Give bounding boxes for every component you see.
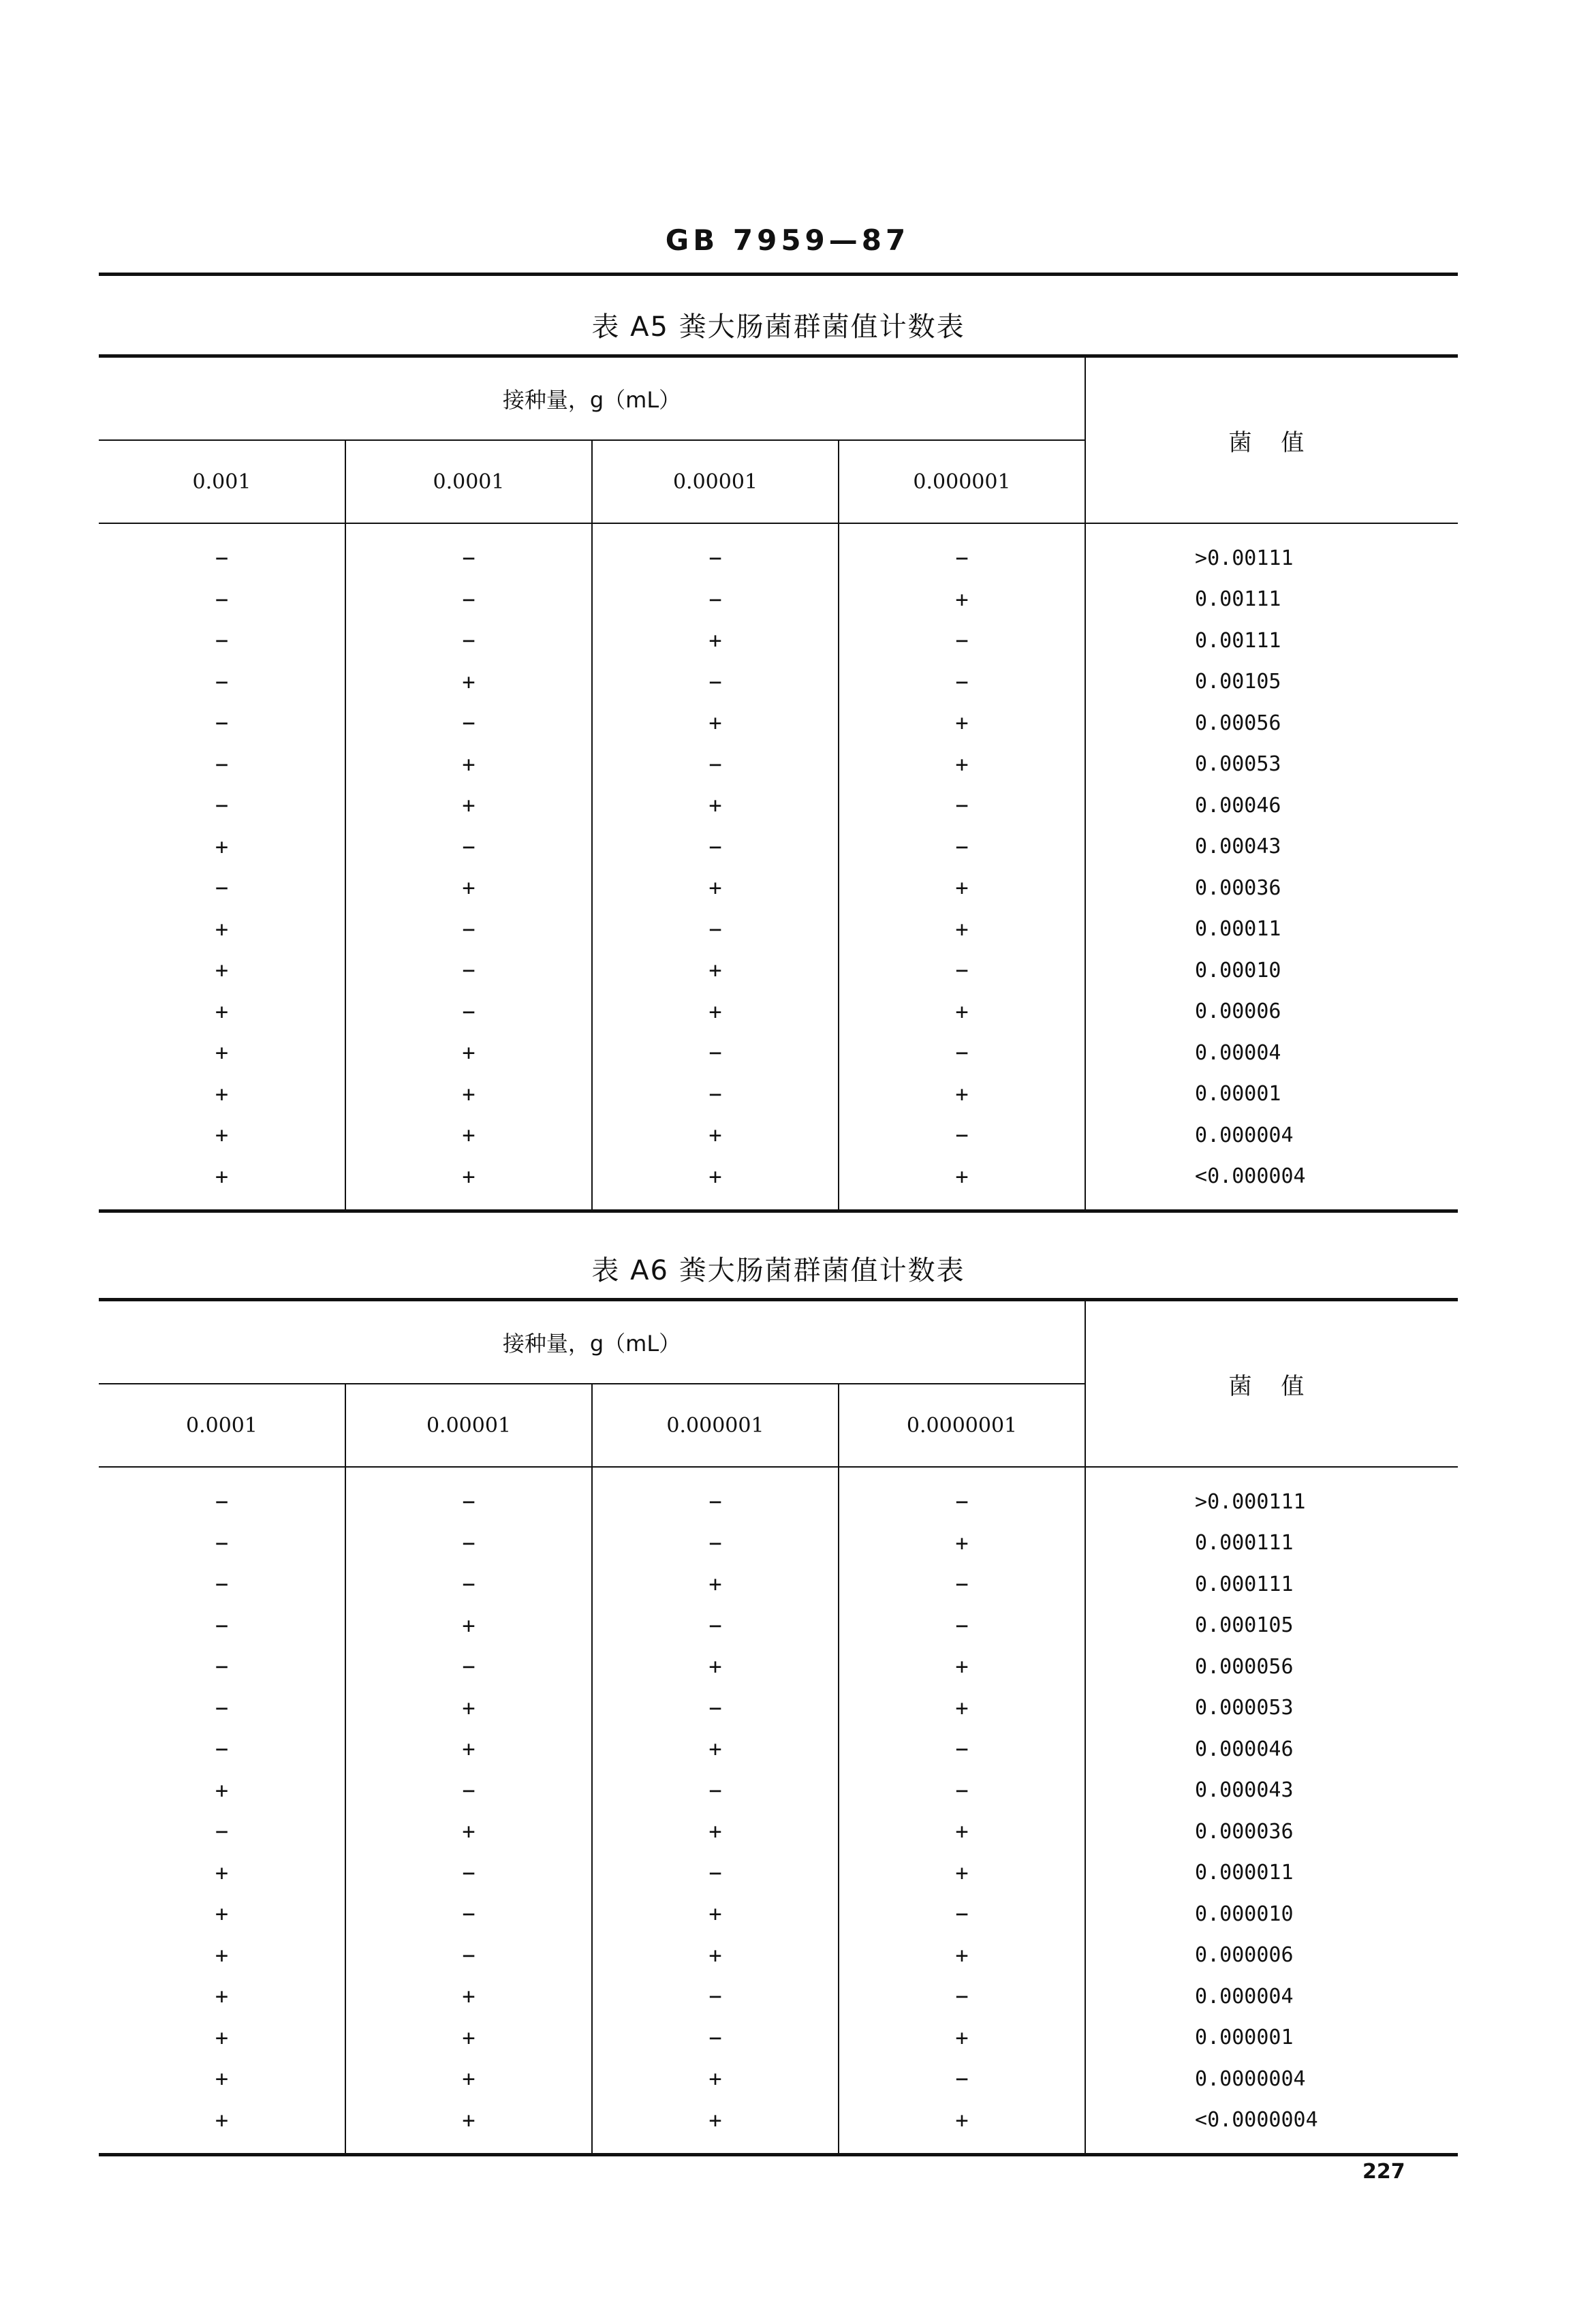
result-sign-cell: −: [592, 1853, 839, 1894]
coliform-value-cell: 0.00111: [1195, 587, 1281, 612]
result-sign-cell: −: [592, 1976, 839, 2017]
coliform-value-cell: <0.000004: [1195, 1164, 1306, 1189]
coliform-value-cell: 0.000111: [1195, 1531, 1294, 1555]
result-sign-cell: +: [592, 1729, 839, 1770]
inoculum-group-header: 接种量，g（mL）: [99, 356, 1085, 441]
result-sign-cell: −: [592, 1074, 839, 1115]
result-sign-cell: −: [839, 2058, 1085, 2100]
table-row: [99, 1935, 1458, 1977]
result-sign-cell: +: [592, 785, 839, 826]
result-sign-cell: +: [592, 950, 839, 991]
result-sign-cell: +: [99, 909, 345, 950]
result-sign-cell: −: [99, 1605, 345, 1647]
result-sign-cell: +: [345, 1032, 592, 1074]
table-row: [99, 909, 1458, 950]
result-sign-cell: +: [592, 1811, 839, 1853]
table-row: [99, 2100, 1458, 2155]
table-row: [99, 1976, 1458, 2017]
page-number: 227: [1362, 2160, 1405, 2184]
table-row: [99, 2017, 1458, 2059]
result-sign-cell: +: [345, 785, 592, 826]
result-sign-cell: +: [592, 1893, 839, 1935]
table-row: [99, 1893, 1458, 1935]
result-sign-cell: +: [839, 579, 1085, 621]
header-rule: [99, 273, 1458, 276]
table-row: [99, 1523, 1458, 1564]
dose-column-header: 0.0001: [99, 1384, 345, 1467]
result-sign-cell: −: [839, 1976, 1085, 2017]
result-sign-cell: −: [592, 1688, 839, 1729]
result-sign-cell: +: [592, 1156, 839, 1211]
result-sign-cell: +: [99, 2058, 345, 2100]
coliform-value-cell: 0.000046: [1195, 1737, 1294, 1761]
table-caption: 表 A6 粪大肠菌群菌值计数表: [591, 1255, 965, 1286]
result-sign-cell: +: [839, 2100, 1085, 2155]
coliform-value-cell: 0.00010: [1195, 958, 1281, 982]
result-sign-cell: +: [99, 1976, 345, 2017]
coliform-value-cell: 0.00111: [1195, 628, 1281, 653]
result-sign-cell: +: [592, 2100, 839, 2155]
table-row: [99, 662, 1458, 703]
result-sign-cell: −: [99, 867, 345, 909]
result-sign-cell: −: [99, 1564, 345, 1605]
result-sign-cell: +: [345, 1074, 592, 1115]
count-table: [99, 1298, 1458, 2156]
coliform-value-cell: 0.000006: [1195, 1943, 1294, 1968]
result-sign-cell: −: [99, 1646, 345, 1688]
result-sign-cell: −: [99, 702, 345, 744]
result-sign-cell: +: [99, 1074, 345, 1115]
table-row: [99, 1853, 1458, 1894]
result-sign-cell: +: [839, 1688, 1085, 1729]
table-row: [99, 2058, 1458, 2100]
result-sign-cell: −: [839, 1032, 1085, 1074]
table-row: [99, 950, 1458, 991]
table-row: [99, 744, 1458, 786]
count-table: [99, 354, 1458, 1213]
table-row: [99, 620, 1458, 662]
result-sign-cell: +: [99, 1770, 345, 1812]
result-sign-cell: −: [839, 1564, 1085, 1605]
table-row: [99, 1770, 1458, 1812]
result-sign-cell: +: [345, 1688, 592, 1729]
dose-column-header: 0.000001: [592, 1384, 839, 1467]
result-sign-cell: −: [345, 620, 592, 662]
result-sign-cell: −: [592, 523, 839, 579]
table-row: [99, 1729, 1458, 1770]
result-sign-cell: +: [99, 1032, 345, 1074]
result-sign-cell: +: [839, 1156, 1085, 1211]
coliform-value-cell: 0.00004: [1195, 1040, 1281, 1065]
result-sign-cell: −: [839, 1467, 1085, 1523]
result-sign-cell: +: [839, 702, 1085, 744]
result-sign-cell: −: [345, 579, 592, 621]
result-sign-cell: +: [345, 662, 592, 703]
result-sign-cell: −: [345, 1770, 592, 1812]
result-sign-cell: −: [592, 909, 839, 950]
result-sign-cell: −: [345, 1467, 592, 1523]
inoculum-group-header: 接种量，g（mL）: [99, 1300, 1085, 1384]
result-sign-cell: −: [99, 620, 345, 662]
coliform-value-cell: 0.000004: [1195, 1123, 1294, 1147]
result-sign-cell: +: [99, 1935, 345, 1977]
result-sign-cell: +: [345, 1811, 592, 1853]
result-sign-cell: −: [592, 1605, 839, 1647]
result-sign-cell: −: [345, 523, 592, 579]
result-sign-cell: +: [345, 744, 592, 786]
result-sign-cell: +: [839, 1811, 1085, 1853]
dose-column-header: 0.0000001: [839, 1384, 1085, 1467]
result-sign-cell: +: [592, 2058, 839, 2100]
result-sign-cell: −: [839, 1115, 1085, 1156]
table-row: [99, 1074, 1458, 1115]
coliform-value-cell: >0.000111: [1195, 1489, 1306, 1514]
result-sign-cell: −: [99, 579, 345, 621]
result-sign-cell: −: [592, 579, 839, 621]
result-sign-cell: +: [839, 1646, 1085, 1688]
result-sign-cell: +: [345, 2058, 592, 2100]
result-sign-cell: −: [345, 909, 592, 950]
result-sign-cell: −: [592, 2017, 839, 2059]
coliform-value-cell: 0.000111: [1195, 1572, 1294, 1596]
result-sign-cell: +: [592, 867, 839, 909]
result-sign-cell: −: [839, 950, 1085, 991]
coliform-value-cell: 0.000010: [1195, 1902, 1294, 1926]
result-sign-cell: −: [345, 950, 592, 991]
result-sign-cell: +: [99, 1156, 345, 1211]
coliform-value-cell: 0.000105: [1195, 1613, 1294, 1638]
table-row: [99, 867, 1458, 909]
result-sign-cell: +: [592, 1646, 839, 1688]
table-row: [99, 1605, 1458, 1647]
result-sign-cell: −: [592, 1523, 839, 1564]
result-sign-cell: −: [99, 744, 345, 786]
result-sign-cell: −: [839, 662, 1085, 703]
table-row: [99, 991, 1458, 1033]
result-sign-cell: +: [345, 1115, 592, 1156]
table-row: [99, 1032, 1458, 1074]
result-sign-cell: +: [839, 991, 1085, 1033]
coliform-value-cell: 0.00046: [1195, 793, 1281, 818]
result-sign-cell: −: [345, 1893, 592, 1935]
table-row: [99, 579, 1458, 621]
result-sign-cell: +: [592, 1935, 839, 1977]
result-sign-cell: +: [839, 909, 1085, 950]
dose-column-header: 0.001: [99, 440, 345, 523]
result-sign-cell: −: [592, 744, 839, 786]
result-sign-cell: −: [99, 1729, 345, 1770]
result-sign-cell: −: [345, 1523, 592, 1564]
coliform-value-cell: 0.00001: [1195, 1082, 1281, 1106]
result-sign-cell: −: [99, 523, 345, 579]
result-sign-cell: −: [839, 620, 1085, 662]
result-sign-cell: +: [592, 702, 839, 744]
dose-column-header: 0.0001: [345, 440, 592, 523]
coliform-value-cell: 0.000004: [1195, 1984, 1294, 2009]
result-sign-cell: +: [99, 1115, 345, 1156]
result-sign-cell: +: [345, 2017, 592, 2059]
coliform-value-cell: 0.0000004: [1195, 2066, 1306, 2091]
result-sign-cell: +: [345, 1729, 592, 1770]
coliform-value-cell: 0.000036: [1195, 1819, 1294, 1844]
table-a6: [99, 1243, 1458, 2156]
table-row: [99, 1156, 1458, 1211]
coliform-value-cell: 0.00036: [1195, 876, 1281, 900]
result-sign-cell: +: [839, 1523, 1085, 1564]
result-sign-cell: +: [592, 1564, 839, 1605]
coliform-value-cell: 0.00006: [1195, 1000, 1281, 1024]
result-sign-cell: +: [99, 991, 345, 1033]
result-sign-cell: +: [345, 2100, 592, 2155]
table-row: [99, 1811, 1458, 1853]
coliform-value-cell: 0.000011: [1195, 1861, 1294, 1885]
coliform-value-cell: >0.00111: [1195, 546, 1294, 570]
value-column-header: 菌 值: [1085, 1300, 1458, 1468]
coliform-value-cell: 0.000053: [1195, 1696, 1294, 1720]
result-sign-cell: +: [839, 1074, 1085, 1115]
standard-code-header: GB 7959—87: [665, 223, 910, 257]
result-sign-cell: −: [839, 523, 1085, 579]
result-sign-cell: −: [99, 1688, 345, 1729]
result-sign-cell: −: [345, 1935, 592, 1977]
result-sign-cell: +: [99, 2017, 345, 2059]
table-row: [99, 785, 1458, 826]
result-sign-cell: −: [839, 826, 1085, 868]
result-sign-cell: +: [99, 950, 345, 991]
result-sign-cell: +: [839, 2017, 1085, 2059]
dose-column-header: 0.00001: [345, 1384, 592, 1467]
coliform-value-cell: 0.000056: [1195, 1654, 1294, 1679]
result-sign-cell: −: [345, 1853, 592, 1894]
result-sign-cell: +: [839, 1853, 1085, 1894]
result-sign-cell: −: [839, 1605, 1085, 1647]
dose-column-header: 0.00001: [592, 440, 839, 523]
result-sign-cell: +: [99, 1893, 345, 1935]
coliform-value-cell: 0.00056: [1195, 711, 1281, 735]
table-row: [99, 1646, 1458, 1688]
result-sign-cell: +: [345, 1156, 592, 1211]
table-row: [99, 702, 1458, 744]
result-sign-cell: −: [345, 702, 592, 744]
result-sign-cell: +: [345, 867, 592, 909]
result-sign-cell: −: [345, 1564, 592, 1605]
result-sign-cell: −: [839, 1893, 1085, 1935]
result-sign-cell: +: [99, 2100, 345, 2155]
result-sign-cell: −: [839, 1770, 1085, 1812]
coliform-value-cell: 0.000043: [1195, 1778, 1294, 1803]
result-sign-cell: −: [345, 991, 592, 1033]
value-column-header: 菌 值: [1085, 356, 1458, 524]
table-row: [99, 826, 1458, 868]
result-sign-cell: +: [592, 991, 839, 1033]
coliform-value-cell: 0.00105: [1195, 670, 1281, 694]
result-sign-cell: +: [345, 1976, 592, 2017]
result-sign-cell: −: [592, 826, 839, 868]
coliform-value-cell: 0.00011: [1195, 917, 1281, 942]
table-row: [99, 1688, 1458, 1729]
result-sign-cell: −: [345, 1646, 592, 1688]
result-sign-cell: −: [592, 1770, 839, 1812]
result-sign-cell: +: [592, 1115, 839, 1156]
table-a5: [99, 300, 1458, 1213]
result-sign-cell: −: [592, 662, 839, 703]
table-row: [99, 1564, 1458, 1605]
result-sign-cell: −: [99, 785, 345, 826]
result-sign-cell: +: [839, 1935, 1085, 1977]
result-sign-cell: +: [839, 867, 1085, 909]
result-sign-cell: +: [99, 1853, 345, 1894]
result-sign-cell: −: [99, 662, 345, 703]
result-sign-cell: −: [99, 1467, 345, 1523]
result-sign-cell: +: [99, 826, 345, 868]
result-sign-cell: −: [99, 1811, 345, 1853]
result-sign-cell: −: [592, 1032, 839, 1074]
result-sign-cell: −: [345, 826, 592, 868]
coliform-value-cell: 0.00043: [1195, 835, 1281, 859]
table-row: [99, 1467, 1458, 1523]
table-row: [99, 523, 1458, 579]
result-sign-cell: −: [839, 1729, 1085, 1770]
dose-column-header: 0.000001: [839, 440, 1085, 523]
table-row: [99, 1115, 1458, 1156]
coliform-value-cell: 0.000001: [1195, 2026, 1294, 2050]
result-sign-cell: +: [839, 744, 1085, 786]
coliform-value-cell: 0.00053: [1195, 752, 1281, 777]
result-sign-cell: +: [345, 1605, 592, 1647]
coliform-value-cell: <0.0000004: [1195, 2108, 1318, 2133]
result-sign-cell: −: [839, 785, 1085, 826]
result-sign-cell: −: [592, 1467, 839, 1523]
result-sign-cell: −: [99, 1523, 345, 1564]
result-sign-cell: +: [592, 620, 839, 662]
table-caption: 表 A5 粪大肠菌群菌值计数表: [591, 311, 965, 343]
